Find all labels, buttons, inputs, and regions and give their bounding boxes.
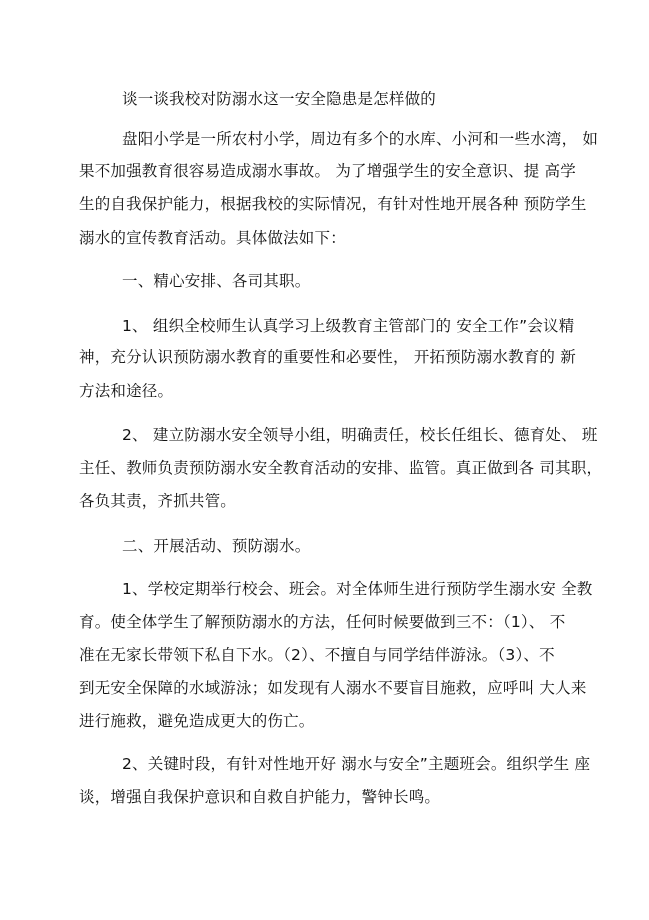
item-1-1-line-1: 1、 组织全校师生认真学习上级教育主管部门的 安全工作”会议精: [122, 317, 575, 335]
item-2-1-line-3: 准在无家长带领下私自下水。（2）、不擅自与同学结伴游泳。（3）、不: [79, 646, 555, 664]
paragraph-1-line-3: 生的自我保护能力，根据我校的实际情况，有针对性地开展各种 预防学生: [79, 195, 587, 213]
paragraph-1-line-1: 盘阳小学是一所农村小学，周边有多个的水库、小河和一些水湾， 如: [122, 130, 599, 148]
section-heading-1: 一、精心安排、各司其职。: [122, 272, 311, 290]
item-1-1-line-2: 神，充分认识预防溺水教育的重要性和必要性， 开拓预防溺水教育的 新: [79, 348, 576, 366]
item-2-2-line-2: 谈，增强自我保护意识和自救自护能力，警钟长鸣。: [79, 788, 441, 806]
paragraph-1-line-2: 果不加强教育很容易造成溺水事故。 为了增强学生的安全意识、提 高学: [79, 162, 576, 180]
section-heading-2: 二、开展活动、预防溺水。: [122, 537, 311, 555]
item-1-2-line-1: 2、 建立防溺水安全领导小组，明确责任，校长任组长、德育处、 班: [122, 426, 598, 444]
document-title: 谈一谈我校对防溺水这一安全隐患是怎样做的: [122, 90, 437, 108]
item-2-1-line-5: 进行施救，避免造成更大的伤亡。: [79, 712, 315, 730]
item-2-1-line-2: 育。使全体学生了解预防溺水的方法，任何时候要做到三不：（1）、 不: [79, 613, 566, 631]
item-2-1-line-1: 1、学校定期举行校会、班会。对全体师生进行预防学生溺水安 全教: [122, 580, 593, 598]
paragraph-1-line-4: 溺水的宣传教育活动。具体做法如下：: [79, 229, 346, 247]
item-1-1-line-3: 方法和途径。: [79, 382, 174, 400]
item-1-2-line-3: 各负其责，齐抓共管。: [79, 492, 237, 510]
item-2-2-line-1: 2、关键时段，有针对性地开好 溺水与安全”主题班会。组织学生 座: [122, 755, 591, 773]
item-1-2-line-2: 主任、教师负责预防溺水安全教育活动的安排、监管。真正做到各 司其职，: [79, 459, 603, 477]
item-2-1-line-4: 到无安全保障的水域游泳；如发现有人溺水不要盲目施救，应呼叫 大人来: [79, 679, 587, 697]
